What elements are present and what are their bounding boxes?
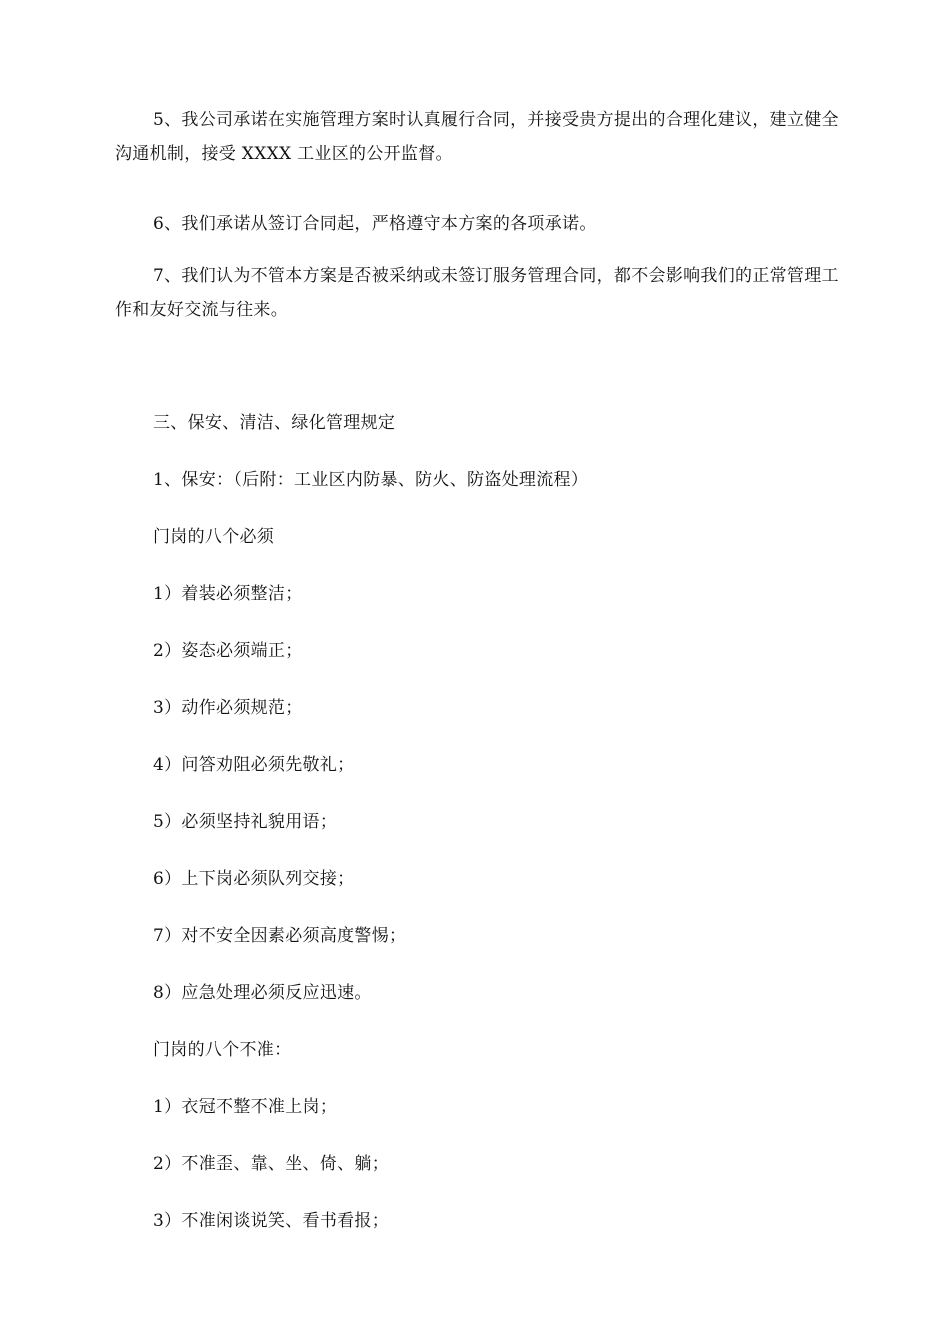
must-list-item: 3）动作必须规范； bbox=[153, 698, 303, 718]
forbid-list-item: 1）衣冠不整不准上岗； bbox=[153, 1097, 338, 1117]
must-list-item: 5）必须坚持礼貌用语； bbox=[153, 812, 338, 832]
must-list-item: 6）上下岗必须队列交接； bbox=[153, 869, 355, 889]
commitment-paragraph-5: 5、我公司承诺在实施管理方案时认真履行合同，并接受贵方提出的合理化建议，建立健全沟通机制，接受 XXXX 工业区的公开监督。 bbox=[115, 110, 839, 164]
commitment-paragraph-6: 6、我们承诺从签订合同起，严格遵守本方案的各项承诺。 bbox=[153, 214, 597, 234]
security-heading: 1、保安：（后附：工业区内防暴、防火、防盗处理流程） bbox=[153, 470, 589, 490]
section-title: 三、保安、清洁、绿化管理规定 bbox=[153, 413, 396, 433]
forbid-list-heading: 门岗的八个不准： bbox=[153, 1040, 292, 1060]
must-list-item: 7）对不安全因素必须高度警惕； bbox=[153, 926, 407, 946]
forbid-list-item: 3）不准闲谈说笑、看书看报； bbox=[153, 1211, 390, 1231]
must-list-item: 8）应急处理必须反应迅速。 bbox=[153, 983, 372, 1003]
must-list-item: 4）问答劝阻必须先敬礼； bbox=[153, 755, 355, 775]
must-list-item: 2）姿态必须端正； bbox=[153, 641, 303, 661]
forbid-list-item: 2）不准歪、靠、坐、倚、躺； bbox=[153, 1154, 390, 1174]
must-list-heading: 门岗的八个必须 bbox=[153, 527, 275, 547]
commitment-paragraph-7: 7、我们认为不管本方案是否被采纳或未签订服务管理合同，都不会影响我们的正常管理工作和友好交流与往来。 bbox=[115, 266, 839, 320]
must-list-item: 1）着装必须整洁； bbox=[153, 584, 303, 604]
